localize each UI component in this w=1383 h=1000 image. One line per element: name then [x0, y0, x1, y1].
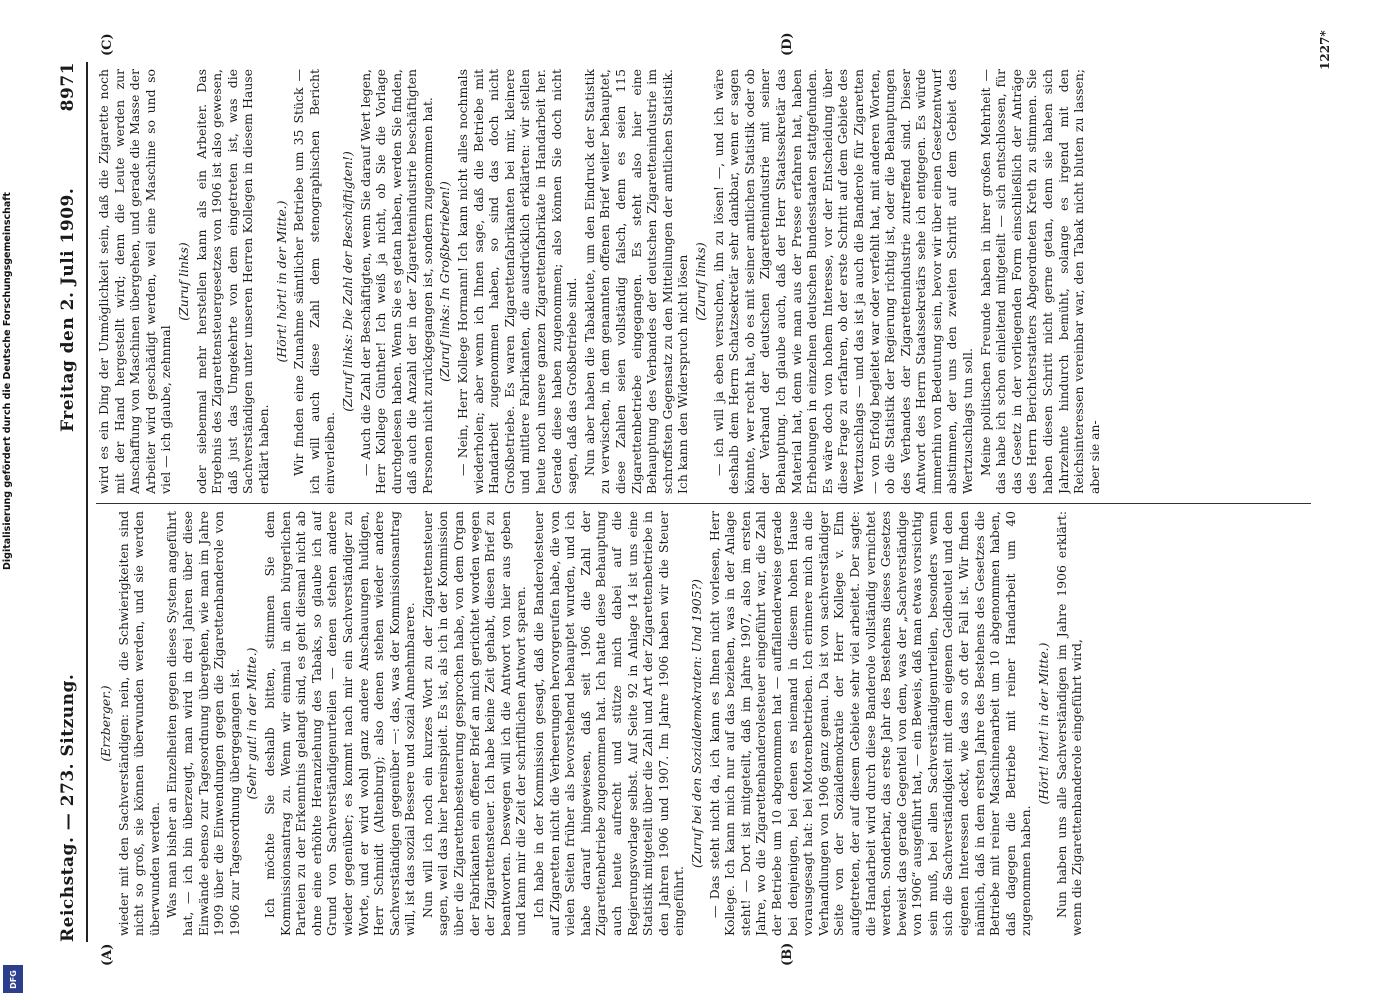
interjection: (Zuruf links: In Großbetrieben!): [437, 181, 453, 382]
page-header: [58, 62, 84, 942]
page-number: 8971: [58, 62, 78, 112]
interjection: (Erzberger.): [98, 685, 113, 762]
interjection: (Zuruf links): [175, 242, 191, 321]
paragraph: oder siebenmal mehr herstellen kann als ein Arbeiter. Das Ergebnis des Zigarettensteuergesetzes von 1906 ist also gewesen, daß just das Umgekehrte von dem eingetreten ist, was die Sachverständigen unter unseren Herren Kollegen in diesem Hause erklärt haben.: [193, 69, 271, 494]
paragraph: Ich habe in der Kommission gesagt, daß die Banderolesteuer auf Zigaretten nicht die Verheerungen hervorgerufen habe, die von vielen Seiten früher als bevorstehend behauptet wurden, und ich habe darauf hingewiesen, daß seit 1906 die Zahl der Zigarettenbetriebe zugenommen hat. Ich hatte diese Behauptung auch heute aufrecht und stütze mich dabei auf die Regierungsvorlage selbst. Auf Seite 92 in Anlage 14 ist uns eine Statistik mitgeteilt über die Zahl und Art der Zigarettenbetriebe in den Jahren 1906 und 1907. Im Jahre 1906 haben wir die Steuer eingeführt.: [531, 511, 687, 936]
paragraph: — ich will ja eben versuchen, ihn zu lösen! —, und ich wäre deshalb dem Herrn Schatzsekretär sehr dankbar, wenn er sagen könnte, wer recht hat, ob es mit seiner amtlichen Statistik oder ob der Verband der deutschen Zigarettenindustrie mit seiner Behauptung. Ich glaube auch, daß der Herr Staatssekretär das Material hat, denn wie man aus der Presse erfahren hat, haben Erhebungen in einzelnen deutschen Bundesstaaten stattgefunden. Es wäre doch von hohem Interesse, vor der Entscheidung über diese Frage zu erfahren, ob der erste Schritt auf dem Gebiete des Wertzuschlags — und das ist ja auch die Banderole für Zigaretten — von Erfolg begleitet war oder verfehlt hat, mit anderen Worten, ob die Statistik der Regierung richtig ist, oder die Behauptungen des Verbandes der Zigarettenindustrie zutreffend sind. Dieser Antwort des Herrn Staatssekretärs sehe ich entgegen. Es würde immerhin von Bedeutung sein, bevor wir über einen Gesetzentwurf abstimmen, der uns den zweiten Schritt auf dem Gebiet des Wertzuschlags tun soll.: [710, 69, 976, 494]
right-text-column: [96, 69, 1316, 494]
paragraph: — Auch die Zahl der Beschäftigten, wenn Sie darauf Wert legen, Herr Kollege Günther! Ich weiß ja nicht, ob Sie die Vorlage durchgelesen haben. Wenn Sie es getan haben, werden Sie finden, daß auch die Anzahl der in der Zigarettenindustrie beschäftigten Personen nicht zurückgegangen ist, sondern zugenommen hat.: [357, 69, 435, 494]
paragraph: wieder mit den Sachverständigen: nein, die Schwierigkeiten sind nicht so groß, sie können überwunden werden, und sie werden überwunden werden.: [115, 511, 162, 936]
dfg-logo: [3, 965, 23, 993]
header-rule: [86, 62, 88, 942]
signature-mark: 1227*: [1318, 30, 1332, 70]
paragraph: — Nein, Herr Kollege Hormann! Ich kann nicht alles nochmals wiederholen; aber wenn ich Ihnen sage, daß die Betriebe mit Handarbeit zugenommen haben, so sind das doch nicht Großbetriebe. Es waren Zigarettenfabrikanten bei mir, kleinere und mittlere Fabrikanten, die ausdrücklich erklärten: wir stellen heute noch unsere ganzen Zigarettenfabrikate in Handarbeit her. Gerade diese haben zugenommen; also können Sie doch nicht sagen, daß das Großbetriebe sind.: [455, 69, 580, 494]
interjection: (Zuruf links: Die Zahl der Beschäftigten!): [339, 151, 355, 412]
paragraph: Ich möchte Sie deshalb bitten, stimmen Sie dem Kommissionsantrag zu. Wenn wir einmal in allen bürgerlichen Parteien zu der Erkenntnis gelangt sind, es geht diesmal nicht ab ohne eine erhöhte Heranziehung des Tabaks, so glaube ich auf Grund von Sachverständigenurteilen — denen stehen andere wieder gegenüber; es kommt nach mir ein Sachverständiger zu Worte, und er wird wohl ganz andere Anschauungen huldigen, Herr Schmidt (Altenburg); also denen stehen wieder andere Sachverständigen gegenüber —: das, was der Kommissionsantrag will, ist das sozial Bessere und sozial Annehmbarere.: [261, 511, 418, 936]
paragraph: Wir finden eine Zunahme sämtlicher Betriebe um 35 Stück — ich will auch diese Zahl dem stenographischen Bericht einverleiben.: [291, 69, 338, 494]
header-date: Freitag den 2. Juli 1909.: [58, 187, 78, 432]
dfg-logo-text: DFG: [8, 969, 18, 989]
digitization-credit: Digitalisierung gefördert durch die Deutsche Forschungsgemeinschaft: [2, 192, 13, 570]
digitization-sidebar: [0, 0, 26, 1000]
margin-marker-b: (B): [780, 942, 795, 966]
paragraph: wird es ein Ding der Unmöglichkeit sein, daß die Zigarette noch mit der Hand hergestellt wird; denn die Leute werden zur Anschaffung von Maschinen übergehen, und gerade die Masse der Arbeiter wird geschädigt werden, weil eine Maschine so und so viel — ich glaube, zehnmal: [96, 69, 174, 494]
left-text-column: [96, 511, 1316, 936]
interjection: (Hört! hört! in der Mitte.): [273, 200, 289, 363]
column-divider: [96, 503, 1311, 504]
paragraph: Was man bisher an Einzelheiten gegen dieses System angeführt hat, — ich bin überzeugt, man wird in drei Jahren über diese Einwände ebenso zur Tagesordnung übergehen, wie man im Jahre 1909 über die Einwendungen gegen die Zigarettenbanderole von 1906 zur Tagesordnung übergegangen ist.: [164, 511, 242, 936]
margin-marker-c: (C): [100, 33, 115, 56]
interjection: (Zuruf links): [692, 242, 708, 321]
paragraph: Nun will ich noch ein kurzes Wort zu der Zigarettensteuer sagen, weil das hier hereinspielt. Es ist, als ich in der Kommission über die Zigarettenbesteuerung gesprochen habe, von dem Organ der Fabrikanten ein offener Brief an mich gerichtet worden wegen der Zigarettensteuer. Ich habe keine Zeit gehabt, diesen Brief zu beantworten. Deswegen will ich die Antwort von hier aus geben und kann mir die Zeit der schriftlichen Antwort sparen.: [419, 511, 529, 936]
margin-marker-a: (A): [100, 943, 115, 966]
interjection: (Sehr gut! in der Mitte.): [244, 647, 260, 800]
header-session-title: Reichstag. — 273. Sitzung.: [58, 673, 78, 942]
margin-marker-d: (D): [780, 32, 795, 56]
paragraph: Nun aber haben die Tabakleute, um den Eindruck der Statistik zu verwischen, in dem genannten offenen Brief weiter behauptet, diese Zahlen seien vollständig falsch, denn es seien 115 Zigarettenbetriebe eingegangen. Es steht also hier eine Behauptung des Verbandes der deutschen Zigarettenindustrie im schroffsten Gegensatz zu den Mitteilungen der amtlichen Statistik. Ich kann den Widerspruch nicht lösen: [581, 69, 691, 494]
interjection: (Zuruf bei den Sozialdemokraten: Und 1905?): [688, 579, 704, 868]
paragraph: Nun haben uns alle Sachverständigen im Jahre 1906 erklärt: wenn die Zigarettenbanderole eingeführt wird,: [1053, 511, 1085, 936]
paragraph: — Das steht nicht da, ich kann es Ihnen nicht vorlesen, Herr Kollege. Ich kann mich nur auf das beziehen, was in der Anlage steht! — Dort ist mitgeteilt, daß im Jahre 1907, also im ersten Jahre, wo die Zigarettenbanderolesteuer eingeführt war, die Zahl der Betriebe um 10 abgenommen hat — auffallenderweise gerade bei denjenigen, bei denen es niemand in diesem hohen Hause vorausgesagt hat: bei Motorenbetrieben. Ich erinnere mich an die Verhandlungen von 1906 ganz genau. Da ist von sachverständiger Seite von der Sozialdemokratie der Herr Kollege v. Elm aufgetreten, der auf diesem Gebiete sehr viel arbeitet. Der sagte: die Handarbeit wird durch diese Banderole vollständig vernichtet werden. Sonderbar, das erste Jahr des Bestehens dieses Gesetzes beweist das gerade Gegenteil von dem, was der „Sachverständige von 1906“ ausgeführt hat, — ein Beweis, daß man etwas vorsichtig sein muß, bei allen Sachverständigenurteilen, besonders wenn sich die Sachverständigkeit mit dem eigenen Geldbeutel und den eigenen Interessen deckt, wie das so oft der Fall ist. Wir finden nämlich, daß in dem ersten Jahre des Bestehens des Gesetzes die Betriebe mit reiner Maschinenarbeit um 10 abgenommen haben, daß dagegen die Betriebe mit reiner Handarbeit um 40 zugenommen haben.: [706, 511, 1034, 936]
interjection: (Hört! hört! in der Mitte.): [1036, 642, 1052, 805]
paragraph: Meine politischen Freunde haben in ihrer großen Mehrheit — das habe ich schon einleitend mitgeteilt — sich entschlossen, für das Gesetz in der vorliegenden Form einschließlich der Anträge des Herrn Berichterstatters Abgeordneten Kreth zu stimmen. Sie haben diesen Schritt nicht gerne getan, denn sie haben sich Jahrzehnte hindurch bemüht, solange es irgend mit den Reichsinteressen vereinbar war, den Tabak nicht bluten zu lassen; aber sie an-: [977, 69, 1102, 494]
